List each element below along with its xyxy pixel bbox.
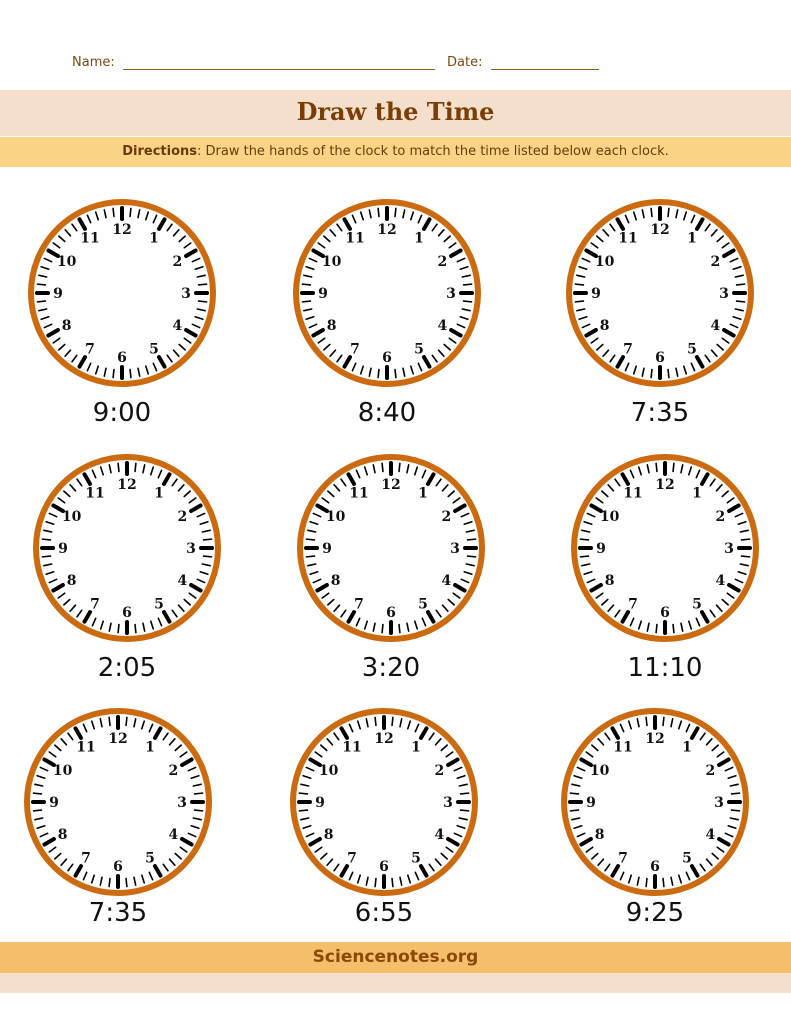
clock-face[interactable] — [27, 198, 217, 388]
clock-number: 12 — [117, 477, 137, 493]
footer-site: Sciencenotes.org — [312, 947, 479, 967]
clock-number: 12 — [645, 731, 665, 747]
clock-number: 11 — [613, 739, 633, 756]
clock-number: 3 — [450, 541, 460, 557]
clock-number: 10 — [61, 509, 82, 525]
clock-number: 5 — [411, 850, 421, 867]
clock-number: 7 — [90, 596, 100, 613]
clock-number: 6 — [650, 859, 660, 875]
clock-face[interactable] — [296, 453, 486, 643]
clock-number: 5 — [414, 341, 424, 358]
clock-number: 3 — [186, 541, 196, 557]
footer-band — [0, 942, 791, 973]
clock-number: 8 — [604, 573, 615, 589]
clock-number: 3 — [719, 286, 729, 302]
clock-number: 1 — [682, 739, 692, 756]
clock-time-label: 3:20 — [361, 653, 421, 683]
clock-number: 10 — [594, 254, 615, 270]
clock-number: 9 — [591, 286, 601, 302]
clock-number: 11 — [349, 485, 369, 502]
clock-number: 7 — [354, 596, 364, 613]
clock-number: 2 — [168, 763, 179, 779]
clock-number: 10 — [599, 509, 620, 525]
clock-number: 7 — [347, 850, 357, 867]
clock-number: 6 — [379, 859, 389, 875]
clock-number: 8 — [66, 573, 77, 589]
clock-number: 9 — [586, 795, 596, 811]
clock-number: 12 — [381, 477, 401, 493]
clock-number: 12 — [112, 222, 132, 238]
date-label: Date: — [447, 55, 483, 70]
clock-number: 11 — [623, 485, 643, 502]
clock-number: 8 — [326, 318, 337, 334]
title-band — [0, 90, 791, 136]
clock-number: 1 — [411, 739, 421, 756]
clock-number: 1 — [687, 230, 697, 247]
clock-number: 10 — [52, 763, 73, 779]
name-field[interactable] — [123, 57, 435, 70]
clock-number: 3 — [446, 286, 456, 302]
clock-number: 9 — [53, 286, 63, 302]
clock-number: 12 — [108, 731, 128, 747]
directions-text: : Draw the hands of the clock to match the time listed below each clock. — [197, 144, 669, 159]
clock-time-label: 11:10 — [627, 653, 703, 683]
clock-number: 12 — [377, 222, 397, 238]
clock-number: 10 — [325, 509, 346, 525]
clock-time-label: 7:35 — [630, 398, 690, 428]
clock-number: 12 — [655, 477, 675, 493]
clock-number: 9 — [315, 795, 325, 811]
clock-number: 1 — [154, 485, 164, 502]
clock-number: 5 — [687, 341, 697, 358]
clock-number: 6 — [122, 605, 132, 621]
clock-number: 2 — [172, 254, 183, 270]
clock-number: 7 — [618, 850, 628, 867]
clock-number: 2 — [441, 509, 452, 525]
directions-band — [0, 137, 791, 167]
clock-number: 6 — [386, 605, 396, 621]
clock-number: 1 — [145, 739, 155, 756]
clock-time-label: 7:35 — [88, 898, 148, 928]
clock-face[interactable] — [32, 453, 222, 643]
clock-number: 7 — [623, 341, 633, 358]
clock-number: 7 — [85, 341, 95, 358]
clock-time-label: 9:00 — [92, 398, 152, 428]
clock-number: 10 — [56, 254, 77, 270]
name-label: Name: — [72, 55, 115, 70]
clock-number: 5 — [682, 850, 692, 867]
clock-time-label: 9:25 — [625, 898, 685, 928]
clock-number: 6 — [117, 350, 127, 366]
clock-number: 1 — [149, 230, 159, 247]
clock-number: 11 — [342, 739, 362, 756]
clock-time-label: 2:05 — [97, 653, 157, 683]
clock-number: 8 — [57, 827, 68, 843]
clock-face[interactable] — [23, 707, 213, 897]
clock-number: 12 — [650, 222, 670, 238]
clock-number: 2 — [434, 763, 445, 779]
clock-face[interactable] — [570, 453, 760, 643]
clock-number: 12 — [374, 731, 394, 747]
clock-number: 11 — [80, 230, 100, 247]
clock-number: 4 — [441, 573, 452, 589]
clock-number: 4 — [172, 318, 183, 334]
clock-number: 7 — [81, 850, 91, 867]
clock-number: 3 — [181, 286, 191, 302]
clock-face[interactable] — [560, 707, 750, 897]
clock-number: 2 — [710, 254, 721, 270]
clock-number: 11 — [345, 230, 365, 247]
clock-number: 5 — [692, 596, 702, 613]
clock-number: 8 — [61, 318, 72, 334]
clock-number: 5 — [418, 596, 428, 613]
clock-number: 9 — [49, 795, 59, 811]
clock-number: 1 — [414, 230, 424, 247]
clock-number: 4 — [177, 573, 188, 589]
clock-number: 4 — [710, 318, 721, 334]
clock-number: 5 — [145, 850, 155, 867]
clock-number: 2 — [177, 509, 188, 525]
clock-number: 10 — [318, 763, 339, 779]
clock-number: 10 — [589, 763, 610, 779]
page-title: Draw the Time — [296, 97, 495, 126]
clock-number: 6 — [382, 350, 392, 366]
name-date-row — [72, 55, 599, 70]
clock-number: 11 — [618, 230, 638, 247]
clock-number: 8 — [330, 573, 341, 589]
clock-number: 7 — [350, 341, 360, 358]
clock-number: 8 — [323, 827, 334, 843]
clock-number: 6 — [660, 605, 670, 621]
clock-number: 7 — [628, 596, 638, 613]
clock-time-label: 6:55 — [354, 898, 414, 928]
clock-number: 3 — [177, 795, 187, 811]
clock-number: 9 — [58, 541, 68, 557]
clock-number: 4 — [437, 318, 448, 334]
clock-number: 2 — [705, 763, 716, 779]
clock-time-label: 8:40 — [357, 398, 417, 428]
clock-number: 9 — [596, 541, 606, 557]
clock-number: 3 — [714, 795, 724, 811]
footer-strip — [0, 973, 791, 993]
date-field[interactable] — [491, 57, 599, 70]
clock-number: 8 — [599, 318, 610, 334]
clock-number: 9 — [318, 286, 328, 302]
clock-number: 5 — [149, 341, 159, 358]
clock-number: 1 — [692, 485, 702, 502]
clock-number: 4 — [168, 827, 179, 843]
clock-number: 4 — [715, 573, 726, 589]
clock-number: 11 — [76, 739, 96, 756]
clock-number: 3 — [724, 541, 734, 557]
clock-number: 2 — [715, 509, 726, 525]
clock-number: 6 — [113, 859, 123, 875]
clock-face[interactable] — [289, 707, 479, 897]
clock-number: 5 — [154, 596, 164, 613]
clock-number: 11 — [85, 485, 105, 502]
clock-number: 6 — [655, 350, 665, 366]
directions-label: Directions — [122, 144, 197, 159]
clock-face[interactable] — [292, 198, 482, 388]
clock-number: 1 — [418, 485, 428, 502]
clock-number: 2 — [437, 254, 448, 270]
clock-number: 4 — [705, 827, 716, 843]
clock-number: 9 — [322, 541, 332, 557]
clock-face[interactable] — [565, 198, 755, 388]
clock-number: 4 — [434, 827, 445, 843]
clock-number: 8 — [594, 827, 605, 843]
clock-number: 10 — [321, 254, 342, 270]
clock-number: 3 — [443, 795, 453, 811]
